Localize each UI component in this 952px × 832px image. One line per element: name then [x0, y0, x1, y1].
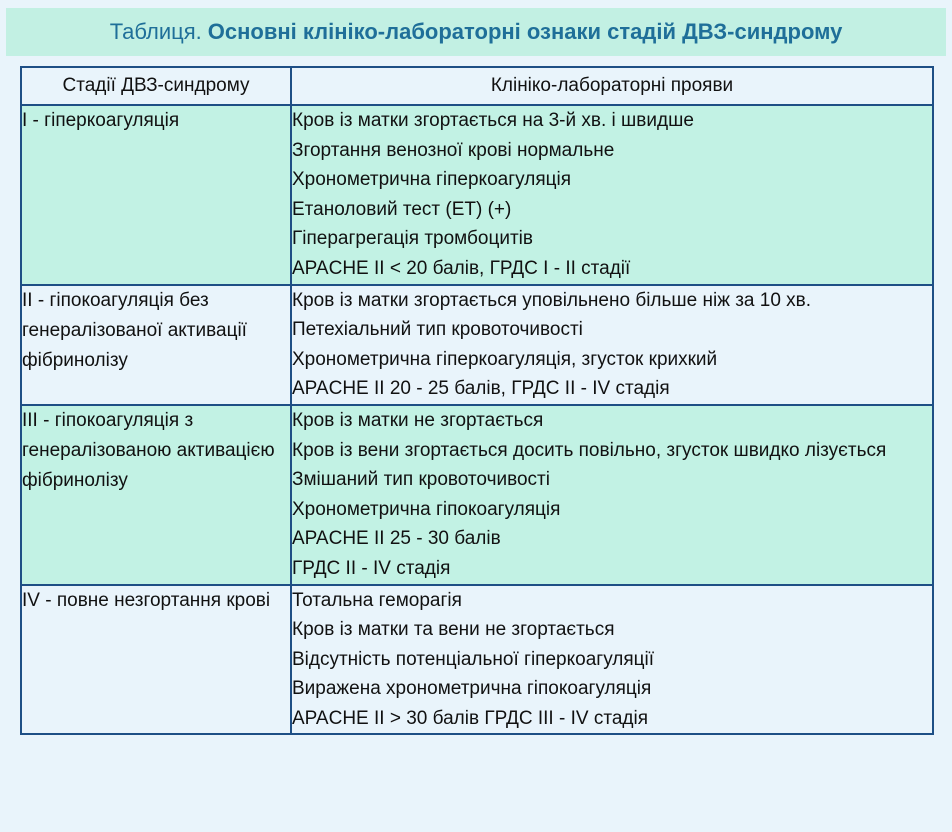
header-stages: Стадії ДВЗ-синдрому [21, 67, 291, 105]
manifestation-line: Кров із матки згортається уповільнено більше ніж за 10 хв. [292, 289, 812, 311]
manifestations-cell [291, 105, 933, 285]
caption-prefix: Таблиця. [109, 19, 202, 44]
manifestation-line: Кров із матки згортається на 3-й хв. і швидше [292, 110, 694, 131]
table-row [21, 105, 933, 285]
manifestation-line: Кров із вени згортається досить повільно, згусток швидко лізується [292, 439, 887, 461]
manifestation-line: APACHE II > 30 балів ГРДС III - IV стадія [292, 707, 648, 729]
manifestation-line: Згортання венозної крові нормальне [292, 139, 615, 161]
manifestation-line: Кров із матки та вени не згортається [292, 619, 615, 641]
manifestation-line: Виражена хронометрична гіпокоагуляція [292, 678, 652, 700]
table-row [21, 585, 933, 735]
table-header-row [21, 67, 933, 105]
manifestation-line: APACHE II < 20 балів, ГРДС I - II стадії [292, 257, 631, 279]
caption-title: Основні клініко-лабораторні ознаки стадій ДВЗ-синдрому [207, 19, 843, 44]
manifestations-cell [291, 585, 933, 735]
stage-cell: IV - повне незгортання крові [21, 585, 291, 735]
manifestations-cell [291, 405, 933, 585]
manifestation-line: Хронометрична гіпокоагуляція [292, 498, 561, 520]
manifestation-line: Змішаний тип кровоточивості [292, 469, 550, 491]
manifestation-line: Хронометрична гіперкоагуляція [292, 169, 571, 191]
manifestations-cell [291, 285, 933, 405]
table-row [21, 285, 933, 405]
table-row [21, 405, 933, 585]
manifestation-line: Тотальна геморагія [292, 589, 462, 611]
stage-cell: II - гіпокоагуляція без генералізованої активації фібринолізу [21, 285, 291, 405]
stage-cell: III - гіпокоагуляція з генералізованою активацією фібринолізу [21, 405, 291, 585]
manifestation-line: APACHE II 20 - 25 балів, ГРДС II - IV стадія [292, 378, 670, 400]
manifestation-line: Етаноловий тест (ЕТ) (+) [292, 198, 512, 220]
manifestation-line: Кров із матки не згортається [292, 409, 544, 431]
manifestation-line: Петехіальний тип кровоточивості [292, 319, 583, 341]
manifestation-line: Хронометрична гіперкоагуляція, згусток крихкий [292, 348, 718, 370]
header-manifestations: Клініко-лабораторні прояви [291, 67, 933, 105]
table-caption [6, 8, 946, 56]
dic-stages-table [20, 66, 934, 735]
stage-cell: I - гіперкоагуляція [21, 105, 291, 285]
manifestation-line: APACHE II 25 - 30 балів [292, 528, 501, 550]
manifestation-line: Відсутність потенціальної гіперкоагуляції [292, 648, 655, 670]
manifestation-line: ГРДС II - IV стадія [292, 557, 451, 579]
manifestation-line: Гіперагрегація тромбоцитів [292, 228, 533, 250]
